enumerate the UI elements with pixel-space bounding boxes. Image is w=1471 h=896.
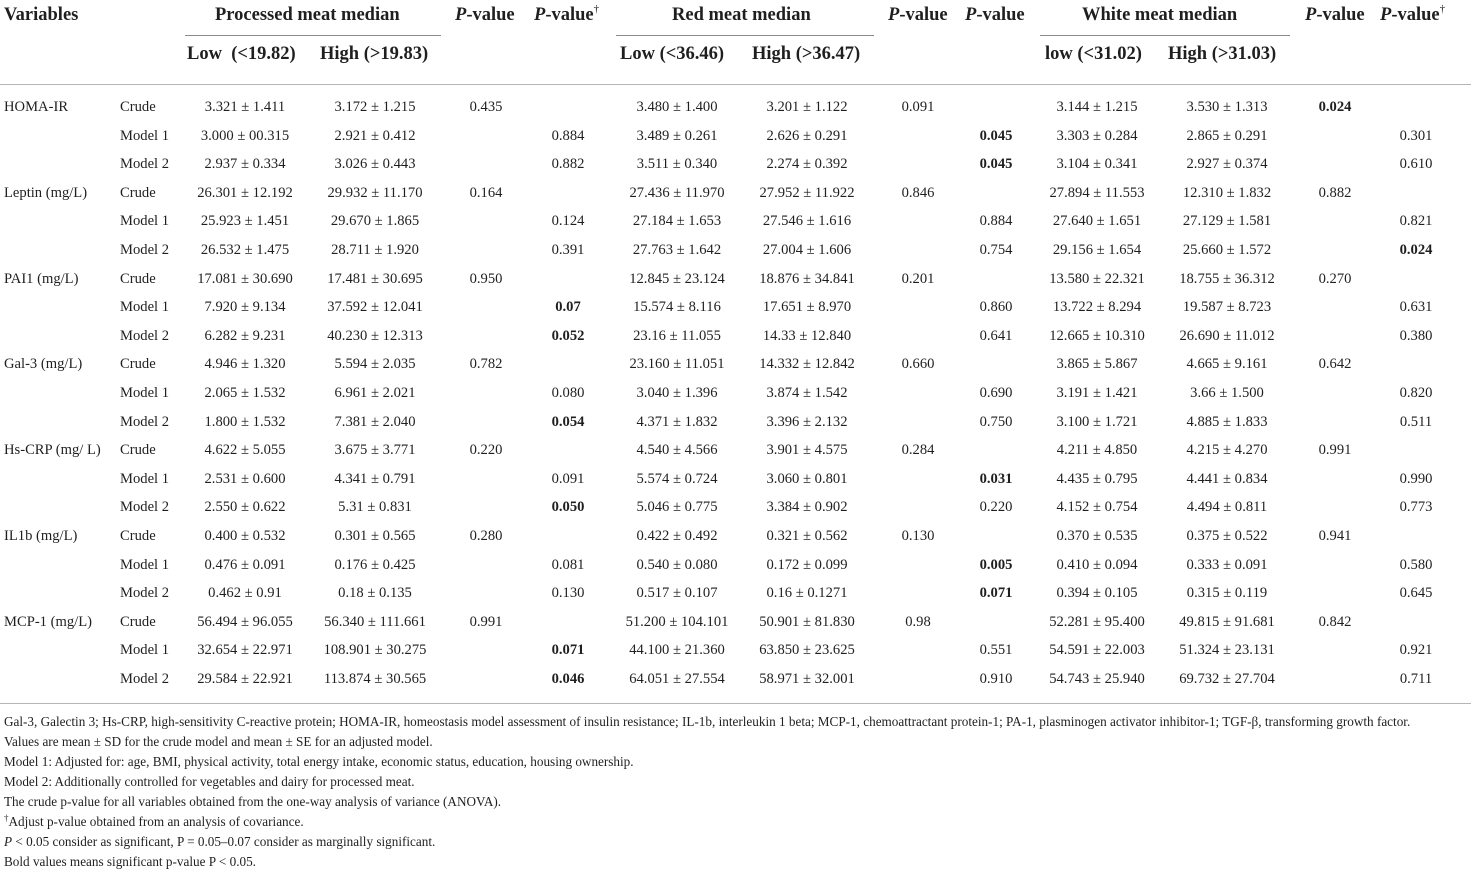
cell-model: Model 2 (120, 327, 170, 344)
cell-processed-high: 37.592 ± 12.041 (327, 299, 423, 316)
header-white-pvalue-adj: P-value† (1380, 3, 1446, 25)
cell-white-pvalue: 0.991 (1318, 442, 1352, 459)
cell-red-low: 3.040 ± 1.396 (636, 385, 718, 401)
cell-processed-low: 3.000 ± 00.315 (200, 127, 290, 144)
cell-processed-low: 1.800 ± 1.532 (204, 413, 286, 430)
cell-processed-pvalue-adj: 0.050 (551, 499, 585, 516)
footnote-significance: P < 0.05 consider as significant, P = 0.05–0.07 consider as marginally significant. (4, 834, 436, 849)
cell-white-high: 4.494 ± 0.811 (1186, 499, 1268, 516)
cell-variable: Hs-CRP (mg/ L) (4, 442, 101, 459)
cell-model: Crude (120, 270, 156, 287)
cell-red-pvalue-adj: 0.910 (979, 671, 1013, 687)
cell-red-low: 5.046 ± 0.775 (636, 499, 718, 516)
header-white-pvalue: P-value (1305, 5, 1365, 25)
cell-white-high: 4.441 ± 0.834 (1186, 470, 1268, 487)
cell-white-high: 4.665 ± 9.161 (1186, 356, 1268, 373)
cell-red-low: 27.184 ± 1.653 (632, 213, 722, 230)
cell-red-low: 0.422 ± 0.492 (636, 528, 718, 544)
cell-white-pvalue-adj: 0.511 (1399, 413, 1433, 430)
header-processed-pvalue: P-value (455, 5, 515, 25)
cell-processed-pvalue-adj: 0.071 (551, 642, 585, 659)
cell-processed-pvalue: 0.782 (469, 356, 503, 373)
cell-red-high: 14.332 ± 12.842 (759, 356, 855, 373)
cell-white-pvalue: 0.024 (1318, 99, 1352, 115)
header-red-meat: Red meat median (672, 5, 811, 25)
footnote-abbreviations: Gal-3, Galectin 3; Hs-CRP, high-sensitivity C-reactive protein; HOMA-IR, homeostasis model assessment of insulin resistance; IL-1b, interleukin 1 beta; MCP-1, chemoattractant protein-1; PA-1, plasminogen activator inhibitor-1; TGF-β, transforming growth factor. (4, 714, 1411, 729)
cell-variable: HOMA-IR (4, 99, 69, 115)
cell-processed-low: 2.531 ± 0.600 (204, 470, 286, 487)
cell-white-low: 3.865 ± 5.867 (1056, 356, 1138, 373)
header-white-low: low (<31.02) (1045, 44, 1142, 64)
cell-red-high: 3.874 ± 1.542 (766, 385, 848, 401)
cell-white-pvalue-adj: 0.301 (1399, 127, 1433, 144)
cell-processed-pvalue: 0.220 (469, 442, 503, 459)
cell-red-pvalue-adj: 0.220 (979, 499, 1013, 516)
cell-model: Model 2 (120, 499, 170, 516)
cell-processed-high: 5.594 ± 2.035 (334, 356, 416, 373)
header-red-pvalue-adj: P-value (965, 5, 1025, 25)
cell-red-high: 0.16 ± 0.1271 (766, 585, 848, 602)
cell-processed-pvalue-adj: 0.07 (555, 299, 581, 316)
cell-model: Model 2 (120, 242, 170, 258)
cell-processed-pvalue: 0.280 (469, 528, 503, 544)
cell-red-low: 64.051 ± 27.554 (629, 671, 725, 687)
cell-red-pvalue-adj: 0.551 (979, 642, 1013, 659)
cell-white-low: 13.722 ± 8.294 (1052, 299, 1142, 316)
cell-red-low: 44.100 ± 21.360 (629, 642, 725, 659)
cell-processed-high: 29.670 ± 1.865 (330, 213, 420, 230)
cell-red-low: 12.845 ± 23.124 (629, 270, 725, 287)
cell-white-high: 0.315 ± 0.119 (1186, 585, 1268, 602)
cell-red-low: 27.763 ± 1.642 (632, 242, 722, 258)
header-bottom-rule (0, 84, 1471, 85)
cell-white-pvalue: 0.842 (1318, 613, 1352, 630)
cell-model: Model 1 (120, 470, 170, 487)
cell-processed-high: 56.340 ± 111.661 (324, 613, 426, 630)
cell-red-low: 5.574 ± 0.724 (636, 470, 718, 487)
header-processed-pvalue-adj: P-value† (534, 3, 600, 25)
cell-variable: Leptin (mg/L) (4, 184, 88, 201)
cell-white-low: 29.156 ± 1.654 (1052, 242, 1142, 258)
cell-white-high: 0.375 ± 0.522 (1186, 528, 1268, 544)
cell-white-low: 4.435 ± 0.795 (1056, 470, 1138, 487)
footnote-crude: The crude p-value for all variables obtained from the one-way analysis of variance (ANOVA). (4, 794, 502, 809)
cell-red-high: 27.004 ± 1.606 (762, 242, 852, 258)
cell-white-high: 27.129 ± 1.581 (1182, 213, 1272, 230)
cell-red-pvalue-adj: 0.884 (979, 213, 1013, 230)
table-bottom-rule (0, 703, 1471, 704)
cell-white-pvalue-adj: 0.610 (1399, 156, 1433, 173)
header-processed-high: High (>19.83) (320, 44, 429, 64)
cell-processed-pvalue-adj: 0.046 (551, 671, 585, 687)
cell-red-pvalue-adj: 0.005 (979, 556, 1013, 573)
cell-red-low: 3.511 ± 0.340 (636, 156, 718, 173)
cell-white-low: 12.665 ± 10.310 (1049, 327, 1145, 344)
cell-white-pvalue-adj: 0.990 (1399, 470, 1433, 487)
cell-white-pvalue-adj: 0.631 (1399, 299, 1433, 316)
cell-variable: Gal-3 (mg/L) (4, 356, 83, 373)
cell-red-high: 58.971 ± 32.001 (759, 671, 855, 687)
cell-red-pvalue-adj: 0.641 (979, 327, 1013, 344)
cell-processed-low: 0.400 ± 0.532 (204, 528, 286, 544)
cell-white-pvalue-adj: 0.773 (1399, 499, 1433, 516)
cell-processed-high: 29.932 ± 11.170 (327, 184, 423, 201)
cell-white-low: 0.394 ± 0.105 (1056, 585, 1138, 602)
cell-white-low: 54.743 ± 25.940 (1049, 671, 1145, 687)
cell-white-high: 12.310 ± 1.832 (1182, 184, 1272, 201)
cell-red-pvalue-adj: 0.045 (979, 127, 1013, 144)
cell-red-low: 15.574 ± 8.116 (633, 299, 721, 316)
cell-model: Model 1 (120, 299, 170, 316)
cell-white-low: 27.640 ± 1.651 (1052, 213, 1142, 230)
cell-model: Model 1 (120, 385, 170, 401)
cell-variable: PAI1 (mg/L) (4, 270, 79, 287)
cell-processed-low: 4.946 ± 1.320 (204, 356, 286, 373)
cell-model: Model 1 (120, 127, 170, 144)
cell-variable: MCP-1 (mg/L) (4, 613, 92, 630)
cell-red-high: 2.626 ± 0.291 (766, 127, 848, 144)
cell-model: Model 2 (120, 671, 170, 687)
cell-red-pvalue-adj: 0.750 (979, 413, 1013, 430)
cell-processed-low: 7.920 ± 9.134 (204, 299, 286, 316)
cell-white-high: 0.333 ± 0.091 (1186, 556, 1268, 573)
header-red-low: Low (<36.46) (620, 44, 725, 64)
cell-processed-high: 113.874 ± 30.565 (323, 671, 427, 687)
cell-processed-pvalue-adj: 0.124 (551, 213, 585, 230)
cell-model: Crude (120, 184, 156, 201)
cell-red-low: 51.200 ± 104.101 (625, 613, 729, 630)
cell-red-high: 3.901 ± 4.575 (766, 442, 848, 459)
cell-red-high: 63.850 ± 23.625 (759, 642, 855, 659)
cell-processed-low: 32.654 ± 22.971 (197, 642, 293, 659)
cell-processed-low: 29.584 ± 22.921 (197, 671, 293, 687)
cell-red-pvalue: 0.98 (905, 613, 931, 630)
cell-processed-pvalue-adj: 0.130 (551, 585, 585, 602)
cell-white-high: 18.755 ± 36.312 (1179, 270, 1275, 287)
cell-processed-low: 0.462 ± 0.91 (208, 585, 282, 602)
cell-red-high: 18.876 ± 34.841 (759, 270, 855, 287)
cell-processed-high: 40.230 ± 12.313 (327, 327, 423, 344)
cell-red-low: 23.160 ± 11.051 (629, 356, 725, 373)
header-white-high: High (>31.03) (1168, 44, 1277, 64)
cell-red-high: 0.321 ± 0.562 (766, 528, 848, 544)
cell-red-high: 3.384 ± 0.902 (766, 499, 848, 516)
cell-processed-high: 7.381 ± 2.040 (334, 413, 416, 430)
cell-white-high: 2.865 ± 0.291 (1186, 127, 1268, 144)
cell-red-low: 0.517 ± 0.107 (636, 585, 718, 602)
red-group-rule (616, 35, 874, 36)
cell-red-pvalue: 0.201 (901, 270, 935, 287)
cell-processed-pvalue-adj: 0.052 (551, 327, 585, 344)
cell-red-high: 2.274 ± 0.392 (766, 156, 848, 173)
cell-white-high: 51.324 ± 23.131 (1179, 642, 1275, 659)
cell-white-pvalue: 0.882 (1318, 184, 1352, 201)
header-processed-low: Low (<19.82) (187, 44, 296, 64)
cell-white-high: 4.885 ± 1.833 (1186, 413, 1268, 430)
cell-red-low: 4.371 ± 1.832 (636, 413, 718, 430)
cell-red-pvalue-adj: 0.071 (979, 585, 1013, 602)
cell-model: Model 2 (120, 156, 170, 173)
cell-white-low: 13.580 ± 22.321 (1049, 270, 1145, 287)
cell-red-high: 0.172 ± 0.099 (766, 556, 848, 573)
cell-processed-pvalue: 0.435 (469, 99, 503, 115)
cell-white-pvalue: 0.642 (1318, 356, 1352, 373)
header-white-meat: White meat median (1082, 5, 1238, 25)
cell-model: Model 1 (120, 642, 170, 659)
cell-red-pvalue-adj: 0.754 (979, 242, 1013, 258)
header-processed-meat: Processed meat median (215, 5, 400, 25)
cell-processed-pvalue-adj: 0.080 (551, 385, 585, 401)
cell-red-pvalue: 0.130 (901, 528, 935, 544)
cell-processed-pvalue-adj: 0.391 (551, 242, 585, 258)
cell-processed-high: 2.921 ± 0.412 (334, 127, 416, 144)
cell-red-low: 3.480 ± 1.400 (636, 99, 718, 115)
cell-white-low: 3.104 ± 0.341 (1056, 156, 1138, 173)
cell-processed-low: 17.081 ± 30.690 (197, 270, 293, 287)
cell-white-high: 19.587 ± 8.723 (1182, 299, 1272, 316)
cell-red-low: 3.489 ± 0.261 (636, 127, 718, 144)
cell-processed-high: 5.31 ± 0.831 (338, 499, 412, 516)
cell-red-pvalue: 0.091 (901, 99, 935, 115)
cell-processed-high: 0.18 ± 0.135 (338, 585, 412, 602)
cell-processed-low: 26.532 ± 1.475 (200, 242, 290, 258)
cell-red-pvalue: 0.284 (901, 442, 935, 459)
cell-red-pvalue-adj: 0.690 (979, 385, 1013, 401)
cell-processed-low: 4.622 ± 5.055 (204, 442, 286, 459)
header-red-high: High (>36.47) (752, 44, 861, 64)
cell-white-high: 49.815 ± 91.681 (1179, 613, 1275, 630)
cell-model: Model 1 (120, 213, 170, 230)
cell-red-high: 50.901 ± 81.830 (759, 613, 855, 630)
cell-white-low: 3.191 ± 1.421 (1056, 385, 1138, 401)
cell-processed-pvalue-adj: 0.882 (551, 156, 585, 173)
cell-variable: IL1b (mg/L) (4, 528, 78, 544)
cell-white-low: 0.370 ± 0.535 (1056, 528, 1138, 544)
cell-processed-high: 28.711 ± 1.920 (331, 242, 419, 258)
cell-processed-high: 4.341 ± 0.791 (334, 470, 416, 487)
cell-red-high: 27.952 ± 11.922 (759, 184, 855, 201)
cell-red-pvalue-adj: 0.031 (979, 470, 1013, 487)
cell-processed-high: 6.961 ± 2.021 (334, 385, 416, 401)
cell-processed-pvalue: 0.991 (469, 613, 503, 630)
cell-processed-high: 108.901 ± 30.275 (323, 642, 427, 659)
cell-processed-low: 25.923 ± 1.451 (200, 213, 290, 230)
cell-white-low: 0.410 ± 0.094 (1056, 556, 1138, 573)
cell-red-low: 23.16 ± 11.055 (633, 327, 721, 344)
cell-model: Model 1 (120, 556, 170, 573)
cell-processed-low: 2.550 ± 0.622 (204, 499, 286, 516)
footnote-bold: Bold values means significant p-value P < 0.05. (4, 854, 256, 869)
cell-white-low: 4.211 ± 4.850 (1056, 442, 1138, 459)
cell-white-high: 2.927 ± 0.374 (1186, 156, 1268, 173)
cell-white-high: 3.530 ± 1.313 (1186, 99, 1268, 115)
cell-processed-low: 3.321 ± 1.411 (204, 99, 286, 115)
cell-white-low: 54.591 ± 22.003 (1049, 642, 1145, 659)
cell-white-pvalue: 0.270 (1318, 270, 1352, 287)
cell-processed-low: 0.476 ± 0.091 (204, 556, 286, 573)
footnotes (4, 712, 1466, 872)
cell-red-pvalue-adj: 0.045 (979, 156, 1013, 173)
cell-processed-pvalue-adj: 0.054 (551, 413, 585, 430)
footnote-model1: Model 1: Adjusted for: age, BMI, physical activity, total energy intake, economic status, education, housing ownership. (4, 754, 634, 769)
cell-processed-pvalue-adj: 0.091 (551, 470, 585, 487)
cell-processed-low: 56.494 ± 96.055 (197, 613, 293, 630)
footnote-model2: Model 2: Additionally controlled for vegetables and dairy for processed meat. (4, 774, 415, 789)
cell-processed-low: 26.301 ± 12.192 (197, 184, 293, 201)
cell-model: Model 2 (120, 413, 170, 430)
cell-white-pvalue-adj: 0.580 (1399, 556, 1433, 573)
cell-white-low: 3.144 ± 1.215 (1056, 99, 1138, 115)
processed-group-rule (185, 35, 441, 36)
cell-white-pvalue-adj: 0.820 (1399, 385, 1433, 401)
cell-white-high: 26.690 ± 11.012 (1179, 327, 1275, 344)
cell-white-pvalue-adj: 0.821 (1399, 213, 1433, 230)
cell-processed-high: 3.675 ± 3.771 (334, 442, 416, 459)
cell-white-low: 3.303 ± 0.284 (1056, 127, 1138, 144)
cell-processed-low: 2.065 ± 1.532 (204, 385, 286, 401)
cell-red-high: 3.396 ± 2.132 (766, 413, 848, 430)
cell-red-pvalue-adj: 0.860 (979, 299, 1013, 316)
cell-red-high: 27.546 ± 1.616 (762, 213, 852, 230)
cell-white-pvalue-adj: 0.711 (1399, 671, 1433, 687)
cell-white-pvalue-adj: 0.645 (1399, 585, 1433, 602)
cell-processed-high: 3.172 ± 1.215 (334, 99, 416, 115)
header-red-pvalue: P-value (888, 5, 948, 25)
cell-white-pvalue: 0.941 (1318, 528, 1352, 544)
cell-model: Crude (120, 99, 156, 115)
cell-model: Crude (120, 613, 156, 630)
cell-processed-high: 17.481 ± 30.695 (327, 270, 423, 287)
cell-red-pvalue: 0.660 (901, 356, 935, 373)
cell-processed-high: 0.176 ± 0.425 (334, 556, 416, 573)
footnote-values: Values are mean ± SD for the crude model and mean ± SE for an adjusted model. (4, 734, 433, 749)
cell-processed-high: 3.026 ± 0.443 (334, 156, 416, 173)
cell-processed-high: 0.301 ± 0.565 (334, 528, 416, 544)
cell-white-pvalue-adj: 0.024 (1399, 242, 1433, 258)
white-group-rule (1040, 35, 1290, 36)
cell-processed-pvalue-adj: 0.884 (551, 127, 585, 144)
cell-processed-low: 6.282 ± 9.231 (204, 327, 286, 344)
cell-white-high: 3.66 ± 1.500 (1190, 385, 1264, 401)
cell-model: Crude (120, 442, 156, 459)
cell-model: Crude (120, 356, 156, 373)
cell-red-low: 27.436 ± 11.970 (629, 184, 725, 201)
cell-red-low: 0.540 ± 0.080 (636, 556, 718, 573)
cell-white-pvalue-adj: 0.380 (1399, 327, 1433, 344)
cell-red-low: 4.540 ± 4.566 (636, 442, 718, 459)
footnote-dagger: †Adjust p-value obtained from an analysis of covariance. (4, 813, 304, 829)
cell-red-high: 14.33 ± 12.840 (762, 327, 852, 344)
cell-model: Crude (120, 528, 156, 544)
cell-white-low: 27.894 ± 11.553 (1049, 184, 1145, 201)
cell-white-low: 3.100 ± 1.721 (1056, 413, 1138, 430)
cell-white-high: 4.215 ± 4.270 (1186, 442, 1268, 459)
cell-red-high: 3.060 ± 0.801 (766, 470, 848, 487)
cell-model: Model 2 (120, 585, 170, 602)
cell-processed-pvalue: 0.950 (469, 270, 503, 287)
cell-white-high: 25.660 ± 1.572 (1182, 242, 1272, 258)
cell-white-low: 52.281 ± 95.400 (1049, 613, 1145, 630)
cell-white-high: 69.732 ± 27.704 (1179, 671, 1275, 687)
cell-red-pvalue: 0.846 (901, 184, 935, 201)
cell-processed-pvalue: 0.164 (469, 184, 503, 201)
cell-red-high: 17.651 ± 8.970 (762, 299, 852, 316)
header-variables: Variables (4, 5, 79, 25)
cell-red-high: 3.201 ± 1.122 (766, 99, 848, 115)
cell-white-pvalue-adj: 0.921 (1399, 642, 1433, 659)
cell-white-low: 4.152 ± 0.754 (1056, 499, 1138, 516)
cell-processed-low: 2.937 ± 0.334 (204, 156, 286, 173)
cell-processed-pvalue-adj: 0.081 (551, 556, 585, 573)
